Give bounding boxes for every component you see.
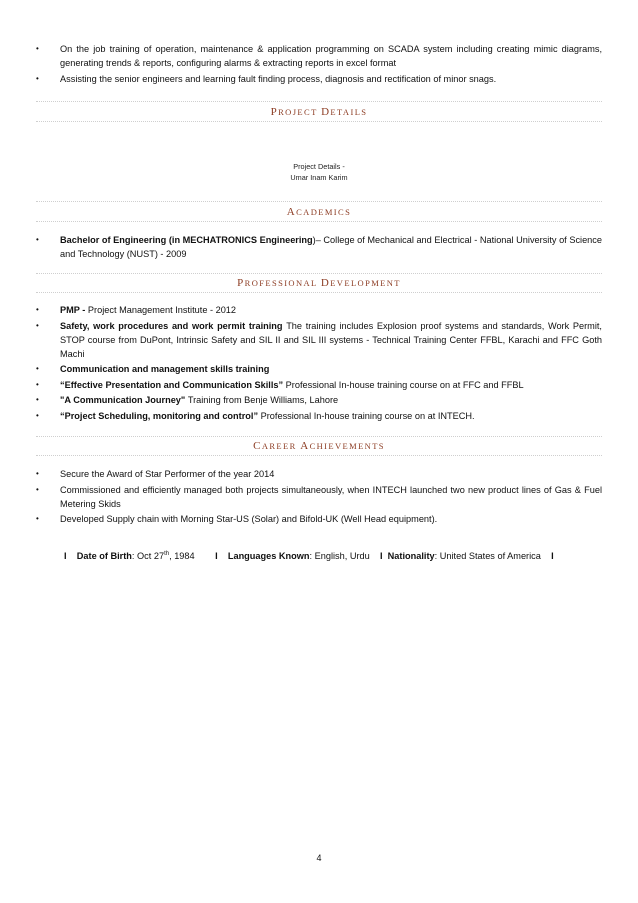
section-heading-project-details: PROJECT DETAILS [270,106,368,118]
list-item: • “Project Scheduling, monitoring and control” Professional In-house training course on at INTECH. [36,410,475,421]
section-divider [36,455,602,456]
bullet-icon: • [36,469,39,478]
section-divider [36,121,602,122]
dob-value: : Oct 27 [131,551,165,562]
bullet-icon: • [36,305,39,314]
list-item: • Developed Supply chain with Morning Star-US (Solar) and Bifold-UK (Well Head equipment). [36,514,438,524]
list-item: • "A Communication Journey" Training from Benje Williams, Lahore [36,395,339,405]
page-number: 4 [316,853,322,863]
list-item: • Safety, work procedures and work permit training The training includes Explosion proof systems and standards, Work Permit, STOP course from DuPont, Intrinsic Safety and SIL II and SIL III systems - Technical Training Center FFBL, Karachi and FFC Goth Machi [36,320,602,359]
academics-list [36,233,602,263]
list-item: • Bachelor of Engineering (in MECHATRONICS Engineering)– College of Mechanical and Electrical - National University of Science and Technology (NUST) - 2009 [36,235,602,259]
bullet-icon: • [36,410,39,420]
dob-label: Date of Birth [76,551,132,562]
list-item: • On the job training of operation, maintenance & application programming on SCADA system including creating mimic diagrams, generating trends & reports, configuring alarms & extracting reports in excel format [36,44,602,68]
separator: I [215,551,218,562]
list-item: • Commissioned and efficiently managed both projects simultaneously, when INTECH launched two new product lines of Gas & Fuel Metering Skids [36,484,602,509]
section-divider [36,292,602,293]
bullet-icon: • [36,484,39,494]
section-heading-academics: ACADEMICS [286,206,352,218]
separator: I [380,551,383,562]
bullet-icon: • [36,379,39,389]
section-divider [36,436,602,437]
project-details-text: Project Details - Umar Inam Karim [290,162,348,182]
separator: I [551,551,554,562]
list-item: • “Effective Presentation and Communication Skills” Professional In-house training course on at FFC and FFBL [36,379,524,390]
section-divider [36,221,602,222]
list-item: • PMP - Project Management Institute - 2012 [36,305,237,315]
section-divider [36,101,602,102]
separator: I [64,551,67,562]
nationality-value: : United States of America [434,551,541,562]
bullet-icon: • [36,514,39,523]
section-heading-career-achievements: CAREER ACHIEVEMENTS [253,440,385,452]
nationality-label: Nationality [387,551,435,562]
section-divider [36,201,602,202]
languages-label: Languages Known [227,551,310,562]
career-achievements-list [36,467,602,528]
bullet-icon: • [36,44,39,53]
list-item: • Secure the Award of Star Performer of the year 2014 [36,469,275,479]
training-list [36,42,602,87]
list-item: • Assisting the senior engineers and learning fault finding process, diagnosis and rectification of minor snags. [36,73,497,84]
bullet-icon: • [36,235,39,244]
bullet-icon: • [36,364,39,373]
list-item: • Communication and management skills training [36,364,270,374]
bullet-icon: • [36,395,39,404]
bullet-icon: • [36,320,39,330]
personal-info-line: I Date of Birth: Oct 27th, 1984 I Languages Known: English, Urdu I Nationality: United States of America I [64,551,554,562]
professional-development-list [36,303,602,424]
bullet-icon: • [36,73,39,83]
section-heading-professional-development: PROFESSIONAL DEVELOPMENT [237,277,401,289]
section-divider [36,273,602,274]
languages-value: : English, Urdu [309,551,370,562]
